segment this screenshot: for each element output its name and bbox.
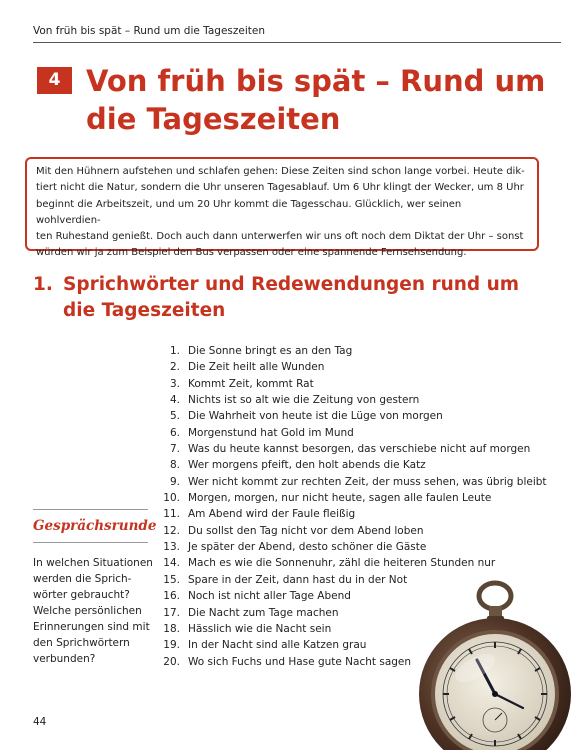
item-text: Noch ist nicht aller Tage Abend — [188, 590, 351, 603]
list-item — [160, 408, 547, 424]
item-number: 12. — [163, 524, 180, 537]
item-text: Die Nacht zum Tage machen — [188, 606, 339, 619]
item-text: Spare in der Zeit, dann hast du in der Not — [188, 573, 408, 586]
section-number: 1. — [33, 274, 53, 295]
item-number: 2. — [169, 361, 180, 374]
chapter-title: Von früh bis spät – Rund um die Tageszeiten — [86, 64, 546, 136]
item-text: Morgen, morgen, nur nicht heute, sagen alle faulen Leute — [188, 492, 492, 505]
list-item — [160, 506, 547, 522]
running-header: Von früh bis spät – Rund um die Tageszeiten — [33, 25, 266, 37]
item-text: Morgenstund hat Gold im Mund — [188, 426, 354, 439]
item-text: Wo sich Fuchs und Hase gute Nacht sagen — [188, 655, 412, 668]
item-text: Nichts ist so alt wie die Zeitung von gestern — [188, 394, 420, 407]
sidebar-title: Gesprächsrunde — [33, 518, 157, 534]
item-text: Die Wahrheit von heute ist die Lüge von morgen — [188, 410, 443, 423]
item-number: 5. — [169, 410, 180, 423]
list-item — [160, 343, 547, 359]
item-text: Je später der Abend, desto schöner die Gäste — [188, 541, 427, 554]
item-number: 10. — [163, 492, 180, 505]
item-number: 4. — [169, 394, 180, 407]
sidebar-line: den Sprichwörtern — [33, 637, 130, 649]
intro-box — [25, 157, 539, 259]
list-item — [160, 425, 547, 441]
intro-line: Mit den Hühnern aufstehen und schlafen gehen: Diese Zeiten sind schon lange vorbei. Heute dik- — [36, 166, 525, 177]
item-number: 6. — [169, 426, 180, 439]
item-text: Die Zeit heilt alle Wunden — [188, 361, 325, 374]
sidebar-line: verbunden? — [33, 653, 96, 665]
intro-line: beginnt die Arbeitszeit, und um 20 Uhr kommt die Tagesschau. Glücklich, wer seinen wohlverdien- — [36, 198, 462, 226]
intro-line: würden wir ja zum Beispiel den Bus verpassen oder eine spannende Fernsehsendung. — [36, 247, 467, 259]
item-number: 3. — [169, 377, 180, 390]
item-number: 17. — [163, 606, 180, 619]
item-text: Wer nicht kommt zur rechten Zeit, der muss sehen, was übrig bleibt — [188, 475, 547, 488]
chapter-number-badge: 4 — [37, 67, 72, 94]
list-item — [160, 392, 547, 408]
sidebar-bottom-rule — [33, 542, 148, 543]
list-item — [160, 523, 547, 539]
list-item — [160, 539, 547, 555]
item-number: 9. — [169, 475, 180, 488]
list-item — [160, 555, 547, 571]
header-divider — [33, 42, 561, 43]
sidebar-text — [33, 555, 158, 667]
item-number: 19. — [163, 639, 180, 652]
list-item — [160, 474, 547, 490]
item-text: Die Sonne bringt es an den Tag — [188, 345, 353, 357]
item-number: 18. — [163, 622, 180, 635]
item-text: Was du heute kannst besorgen, das verschiebe nicht auf morgen — [188, 443, 531, 456]
sidebar-line: wörter gebraucht? — [33, 589, 130, 601]
item-text: Mach es wie die Sonnenuhr, zähl die heiteren Stunden nur — [188, 557, 496, 570]
sidebar-line: Erinnerungen sind mit — [33, 621, 150, 633]
item-number: 15. — [163, 573, 180, 586]
list-item — [160, 490, 547, 506]
intro-line: tiert nicht die Natur, sondern die Uhr unseren Tagesablauf. Um 6 Uhr klingt der Wecker, um 8 Uhr — [36, 182, 524, 194]
item-number: 11. — [163, 508, 180, 521]
pocket-watch-icon — [405, 580, 577, 750]
item-text: Kommt Zeit, kommt Rat — [188, 377, 314, 390]
item-number: 8. — [169, 459, 180, 472]
item-number: 7. — [169, 443, 180, 456]
item-text: Du sollst den Tag nicht vor dem Abend loben — [188, 524, 424, 537]
list-item — [160, 376, 547, 392]
item-number: 20. — [163, 655, 180, 668]
list-item — [160, 359, 547, 375]
page-number: 44 — [33, 716, 47, 728]
intro-line: ten Ruhestand genießt. Doch auch dann unterwerfen wir uns oft noch dem Diktat der Uhr – sonst — [36, 231, 524, 243]
item-text: Hässlich wie die Nacht sein — [188, 622, 332, 635]
item-text: Wer morgens pfeift, den holt abends die Katz — [188, 459, 426, 472]
item-number: 1. — [169, 345, 180, 357]
item-number: 13. — [163, 541, 180, 554]
list-item — [160, 441, 547, 457]
item-number: 16. — [163, 590, 180, 603]
list-item — [160, 457, 547, 473]
sidebar-line: In welchen Situationen — [33, 557, 153, 569]
item-number: 14. — [163, 557, 180, 570]
sidebar-line: Welche persönlichen — [33, 605, 142, 617]
item-text: Am Abend wird der Faule fleißig — [188, 508, 356, 521]
item-text: In der Nacht sind alle Katzen grau — [188, 639, 367, 652]
sidebar-top-rule — [33, 509, 148, 510]
sidebar-line: werden die Sprich- — [33, 573, 132, 585]
section-heading — [33, 272, 533, 324]
section-title: Sprichwörter und Redewendungen rund um die Tageszeiten — [63, 274, 520, 321]
